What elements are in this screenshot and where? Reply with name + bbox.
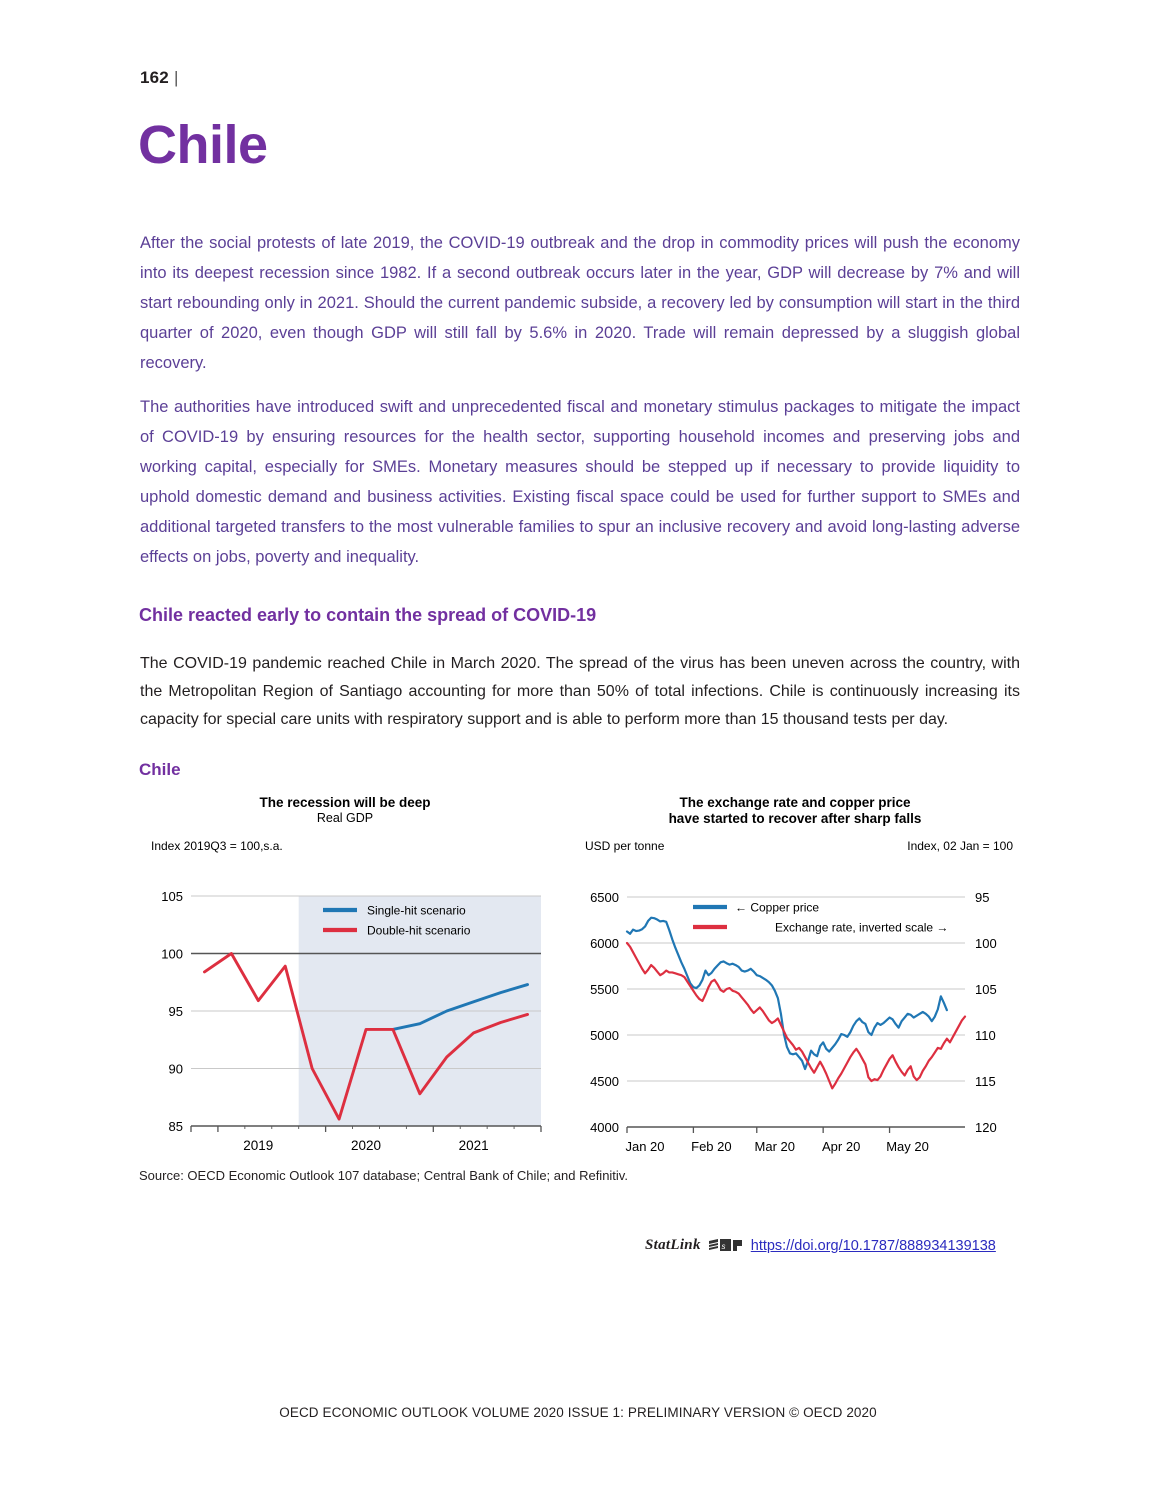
chart2-left-axis-caption: USD per tonne (585, 839, 665, 853)
svg-text:6000: 6000 (590, 936, 619, 951)
statlink-url[interactable]: https://doi.org/10.1787/888934139138 (750, 1237, 996, 1254)
chart1-subtitle: Real GDP (316, 811, 374, 825)
svg-text:2021: 2021 (458, 1138, 489, 1153)
svg-text:5500: 5500 (590, 982, 619, 997)
section-paragraph: The COVID-19 pandemic reached Chile in March 2020. The spread of the virus has been uneven across the country, with the Metropolitan Region of Santiago accounting for more than 50% of total infections. Chile is continuously increasing its capacity for special care units with respiratory support and is able to perform more than 15 thousand tests per day. (140, 655, 1020, 728)
chart2-title-line2: have started to recover after sharp falls (668, 811, 922, 826)
statlink-barcode-icon (709, 1238, 743, 1253)
svg-text:95: 95 (168, 1004, 183, 1019)
chart1-plot (145, 888, 545, 1158)
section-heading: Chile reacted early to contain the spread of COVID-19 (139, 605, 597, 625)
svg-text:5000: 5000 (590, 1028, 619, 1043)
svg-text:110: 110 (975, 1028, 996, 1043)
chart2-plot (575, 889, 1015, 1159)
svg-text:Mar 20: Mar 20 (754, 1139, 796, 1154)
chart2-right-axis-caption: Index, 02 Jan = 100 (907, 839, 1013, 853)
svg-text:2019: 2019 (243, 1138, 274, 1153)
svg-text:95: 95 (975, 890, 990, 905)
svg-text:115: 115 (975, 1074, 996, 1089)
page-footer: OECD ECONOMIC OUTLOOK VOLUME 2020 ISSUE 1: PRELIMINARY VERSION © OECD 2020 (279, 1405, 877, 1420)
figure-group-label: Chile (139, 760, 181, 779)
svg-text:Apr 20: Apr 20 (822, 1139, 861, 1154)
chart-exchange-rate-copper-price (575, 795, 1015, 1154)
svg-text:100: 100 (161, 946, 183, 962)
svg-text:105: 105 (975, 982, 997, 997)
chart-recession-will-be-deep (145, 795, 545, 1153)
svg-text:90: 90 (168, 1061, 183, 1077)
chart2-title-line1: The exchange rate and copper price (679, 795, 911, 810)
svg-text:105: 105 (161, 889, 183, 904)
svg-text:← Copper price: ← Copper price (735, 900, 820, 915)
svg-text:4500: 4500 (590, 1074, 619, 1089)
statlink-label: StatLink (645, 1237, 701, 1253)
statlink (645, 1237, 996, 1254)
svg-text:Exchange rate, inverted scale: Exchange rate, inverted scale → (775, 920, 949, 935)
svg-text:85: 85 (168, 1119, 183, 1134)
svg-text:2020: 2020 (350, 1138, 382, 1153)
svg-text:Single-hit scenario: Single-hit scenario (367, 903, 466, 918)
svg-text:Double-hit scenario: Double-hit scenario (367, 923, 471, 938)
page-title: Chile (138, 115, 268, 175)
intro-paragraph-2: The authorities have introduced swift and unprecedented fiscal and monetary stimulus packages to mitigate the impact of COVID-19 by ensuring resources for the health sector, supporting household incomes and preserving jobs and working capital, especially for SMEs. Monetary measures should be stepped up if necessary to provide liquidity to uphold domestic demand and business activities. Existing fiscal space could be used for further support to SMEs and additional targeted transfers to the most vulnerable families to spur an inclusive recovery and avoid long-lasting adverse effects on jobs, poverty and inequality. (140, 398, 1020, 566)
page-folio (140, 68, 179, 88)
svg-text:Feb 20: Feb 20 (691, 1139, 732, 1154)
svg-text:s: s (721, 1242, 726, 1251)
folio-number: 162 (140, 68, 169, 87)
svg-text:May 20: May 20 (886, 1139, 929, 1154)
svg-text:6500: 6500 (590, 890, 619, 905)
chart1-title: The recession will be deep (259, 795, 431, 810)
svg-text:4000: 4000 (590, 1120, 619, 1135)
svg-text:Jan 20: Jan 20 (625, 1139, 665, 1154)
svg-text:120: 120 (975, 1120, 997, 1135)
intro-paragraph-1: After the social protests of late 2019, the COVID-19 outbreak and the drop in commodity prices will push the economy into its deepest recession since 1982. If a second outbreak occurs later in the year, GDP will decrease by 7% and will start rebounding only in 2021. Should the current pandemic subside, a recovery led by consumption will start in the third quarter of 2020, even though GDP will still fall by 5.6% in 2020. Trade will remain depressed by a sluggish global recovery. (140, 234, 1020, 372)
figure-source-note: Source: OECD Economic Outlook 107 database; Central Bank of Chile; and Refinitiv. (139, 1168, 628, 1183)
chart1-y-axis-caption: Index 2019Q3 = 100,s.a. (151, 839, 283, 853)
folio-separator: | (173, 68, 179, 87)
svg-text:100: 100 (975, 936, 997, 951)
